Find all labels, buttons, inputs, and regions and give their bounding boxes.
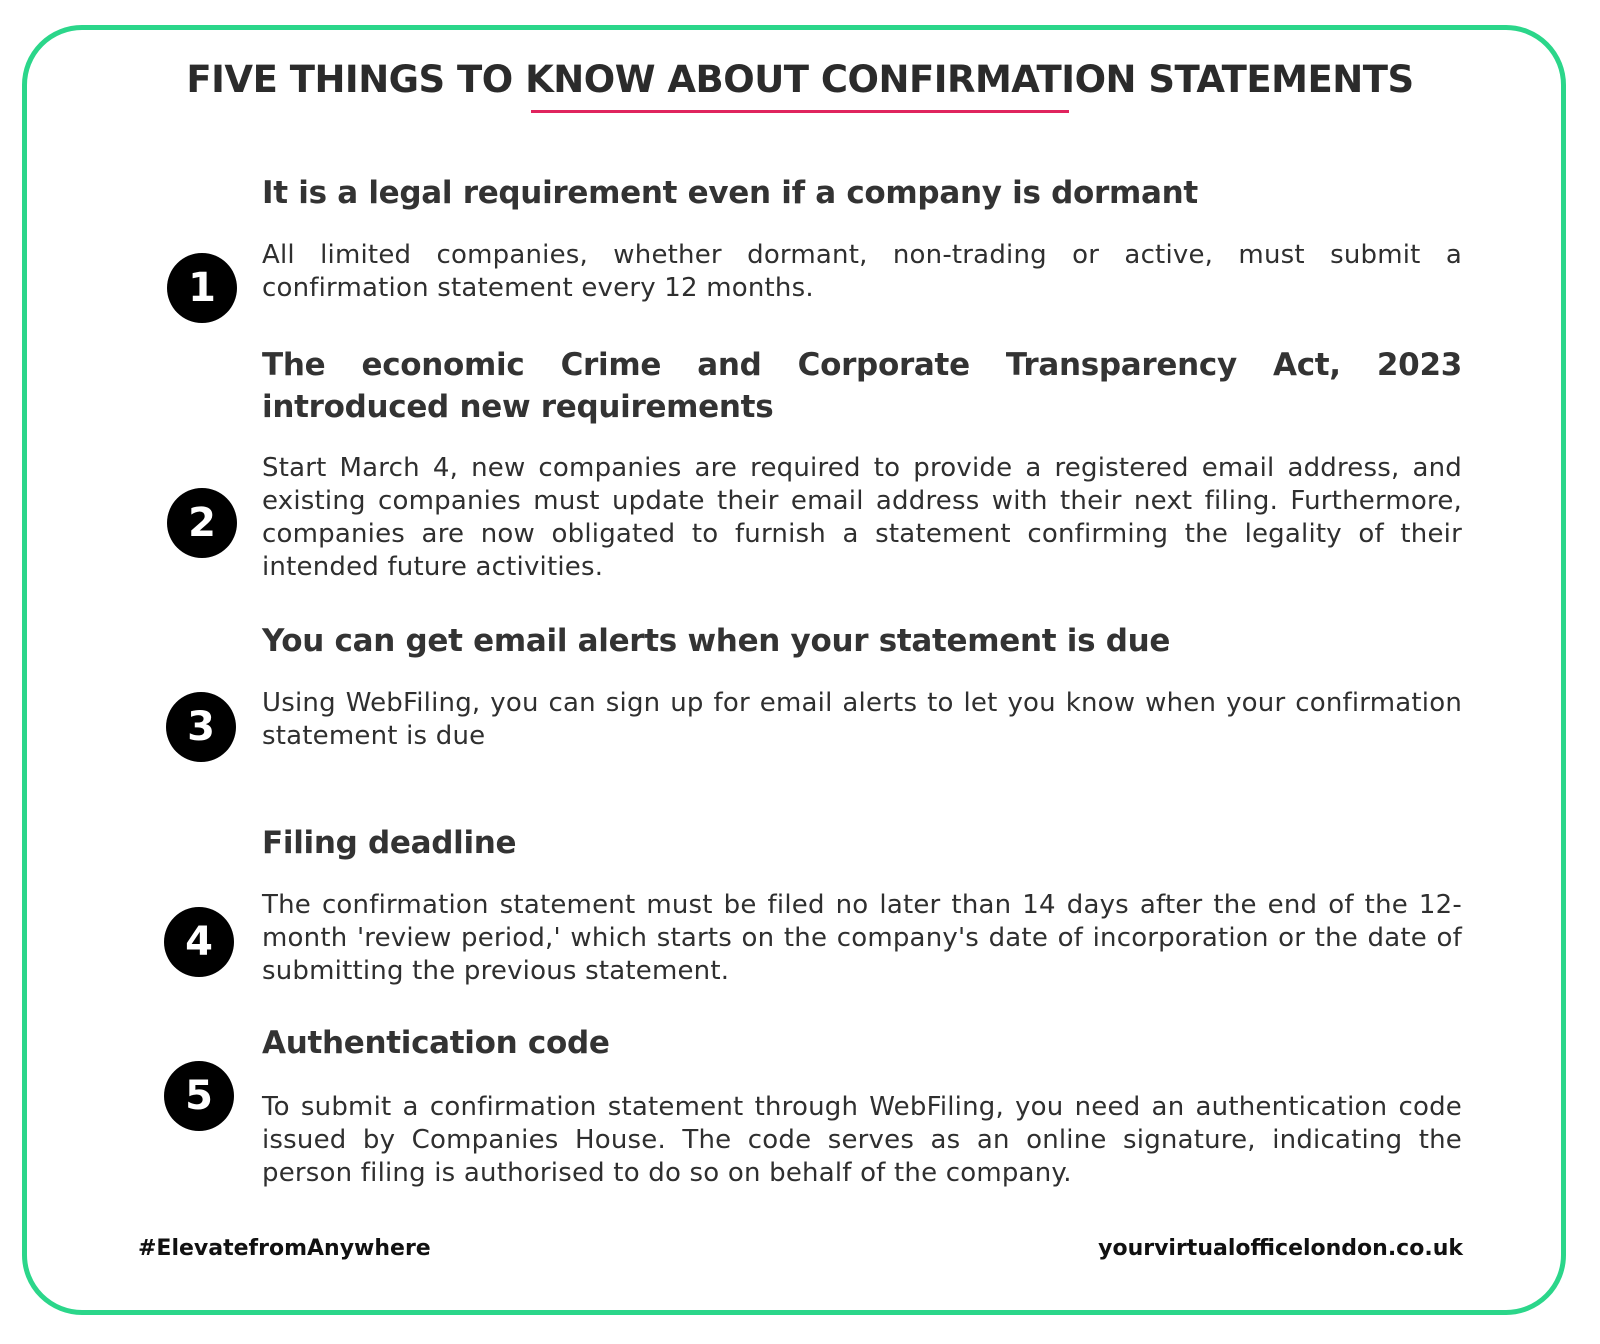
item-heading: You can get email alerts when your statement is due: [262, 623, 1171, 659]
page-title: FIVE THINGS TO KNOW ABOUT CONFIRMATION STATEMENTS: [186, 58, 1414, 101]
item-body: All limited companies, whether dormant, non-trading or active, must submit a confirmation statement every 12 months.: [262, 240, 1462, 303]
item-heading: Filing deadline: [262, 825, 517, 861]
number-badge-2: 2: [167, 488, 237, 558]
item-3: [262, 620, 1462, 753]
item-body: Start March 4, new companies are required to provide a registered email address, and existing companies must update their email address with their next filing. Furthermore, companies are now obligated to furnish a statement confirming the legality of their intended future activities.: [262, 453, 1462, 582]
item-heading: The economic Crime and Corporate Transparency Act, 2023 introduced new requirements: [262, 347, 1462, 425]
title-underline: [531, 110, 1069, 113]
item-heading: Authentication code: [262, 1025, 610, 1061]
number-badge-3: 3: [166, 692, 236, 762]
item-4: [262, 822, 1462, 988]
number-badge-5: 5: [164, 1061, 234, 1131]
item-5: [262, 1022, 1462, 1190]
item-1: [262, 172, 1462, 305]
item-heading: It is a legal requirement even if a company is dormant: [262, 175, 1198, 211]
item-body: To submit a confirmation statement through WebFiling, you need an authentication code issued by Companies House. The code serves as an online signature, indicating the person filing is authorised to do so on behalf of the company.: [262, 1092, 1462, 1188]
item-2: [262, 344, 1462, 584]
item-body: Using WebFiling, you can sign up for email alerts to let you know when your confirmation statement is due: [262, 688, 1462, 751]
item-body: The confirmation statement must be filed no later than 14 days after the end of the 12-month 'review period,' which starts on the company's date of incorporation or the date of submitting the previous statement.: [262, 890, 1462, 986]
number-badge-1: 1: [167, 253, 237, 323]
website-link[interactable]: yourvirtualofficelondon.co.uk: [1098, 1236, 1463, 1261]
number-badge-4: 4: [164, 907, 234, 977]
hashtag-text: #ElevatefromAnywhere: [138, 1236, 431, 1261]
